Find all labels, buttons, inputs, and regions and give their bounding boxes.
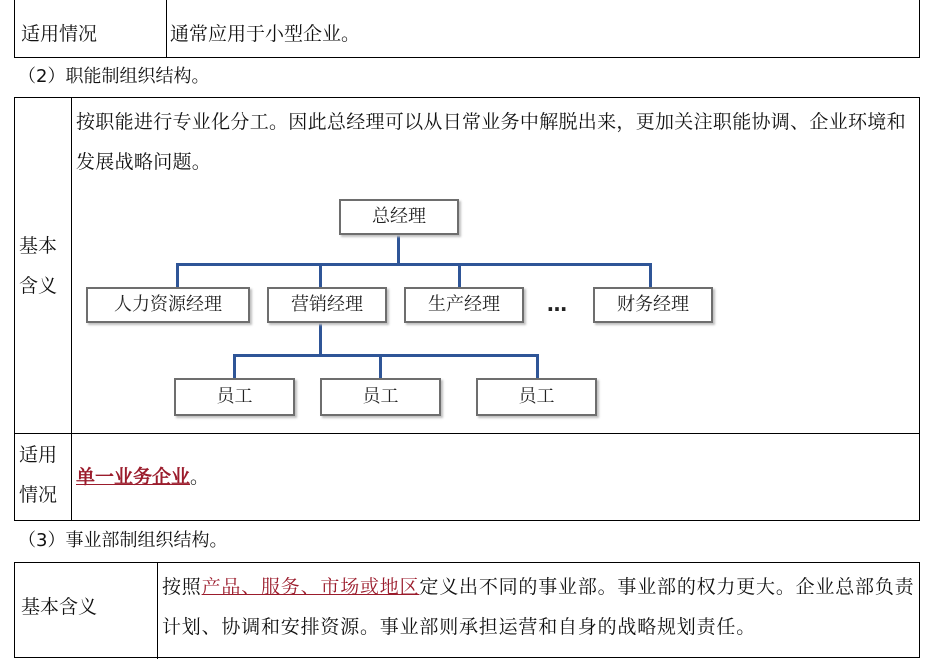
org-node-production-manager: 生产经理 <box>404 287 524 323</box>
table-divider <box>166 0 167 57</box>
org-node-hr-manager: 人力资源经理 <box>86 287 250 323</box>
connector-line <box>176 263 179 288</box>
table-row-divider <box>15 433 919 434</box>
connector-line <box>379 354 382 378</box>
apply-highlight: 单一业务企业 <box>76 466 191 488</box>
connector-line <box>176 263 652 266</box>
usage-label: 适用情况 <box>21 23 98 45</box>
org-node-ellipsis: … <box>547 292 567 316</box>
apply-text: 单一业务企业。 <box>76 466 210 488</box>
org-node-employee: 员工 <box>320 378 441 416</box>
table-divisional <box>14 562 920 658</box>
section-heading-divisional: （3）事业部制组织结构。 <box>18 530 228 551</box>
org-node-employee: 员工 <box>476 378 597 416</box>
connector-line <box>233 354 539 357</box>
org-node-finance-manager: 财务经理 <box>593 287 713 323</box>
meaning-text: 按职能进行专业化分工。因此总经理可以从日常业务中解脱出来，更加关注职能协调、企业环境和发展战略问题。 <box>76 111 906 173</box>
org-node-general-manager: 总经理 <box>339 199 459 235</box>
connector-line <box>649 263 652 288</box>
section-heading-functional: （2）职能制组织结构。 <box>18 66 210 87</box>
table-divider <box>71 98 72 520</box>
usage-value: 通常应用于小型企业。 <box>170 23 361 45</box>
org-node-employee: 员工 <box>174 378 295 416</box>
table-usage-small <box>14 0 920 58</box>
org-node-marketing-manager: 营销经理 <box>267 287 387 323</box>
apply-label: 适用 情况 <box>19 444 58 506</box>
connector-line <box>319 322 322 356</box>
connector-line <box>536 354 539 378</box>
divisional-text: 按照产品、服务、市场或地区定义出不同的事业部。事业部的权力更大。企业总部负责计划、协调和安排资源。事业部则承担运营和自身的战略规划责任。 <box>162 576 915 638</box>
divisional-label: 基本含义 <box>21 596 98 618</box>
table-divider <box>157 563 158 659</box>
connector-line <box>458 263 461 288</box>
connector-line <box>397 234 400 264</box>
connector-line <box>233 354 236 378</box>
divisional-highlight: 产品、服务、市场或地区 <box>201 576 420 598</box>
meaning-label: 基本 含义 <box>19 235 58 297</box>
connector-line <box>319 263 322 288</box>
